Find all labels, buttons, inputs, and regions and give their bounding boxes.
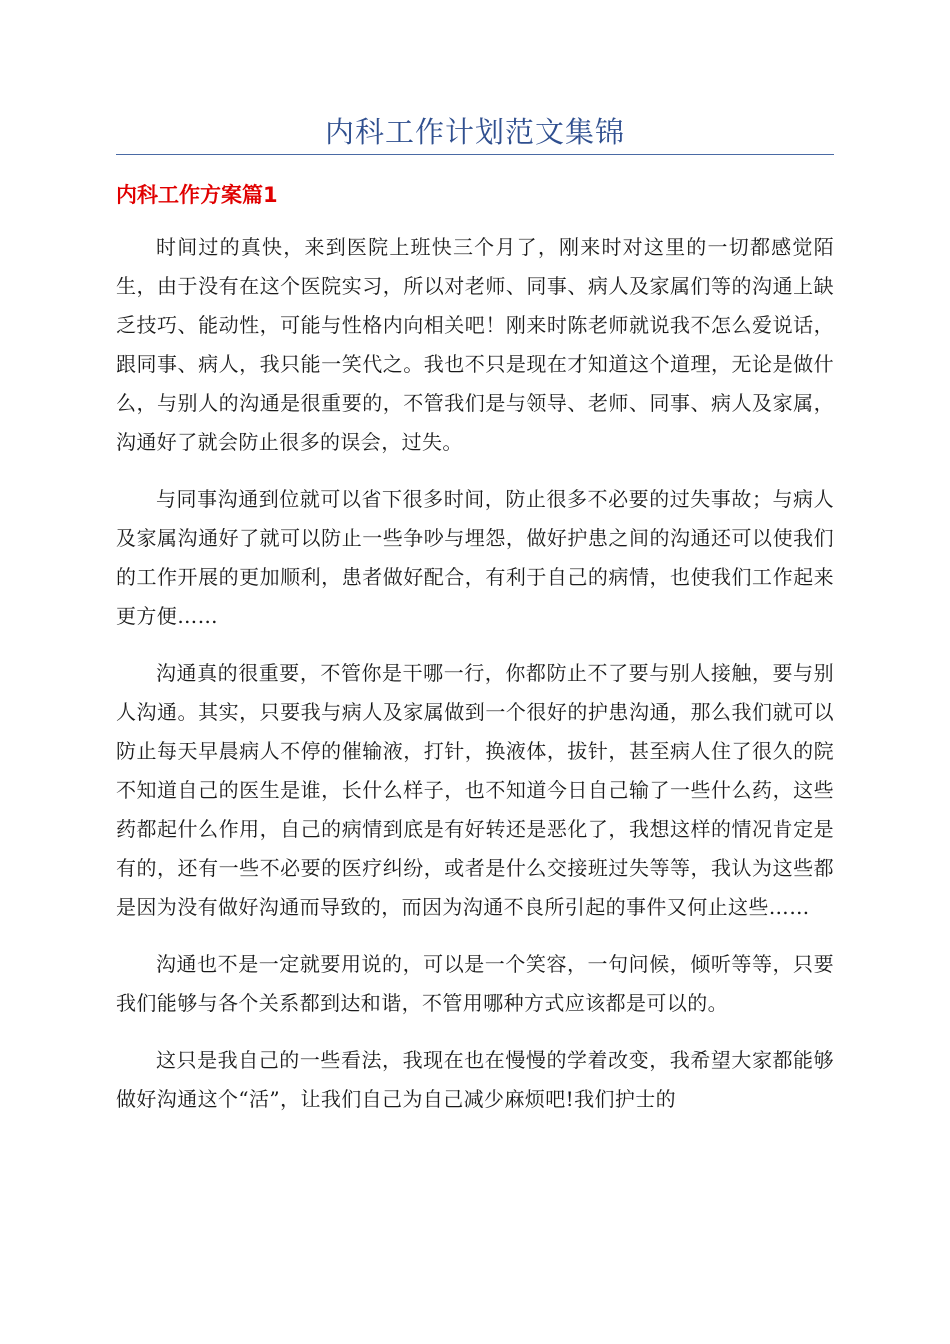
section-heading: 内科工作方案篇1 — [116, 183, 278, 207]
document-title: 内科工作计划范文集锦 — [324, 115, 625, 149]
paragraph-2: 与同事沟通到位就可以省下很多时间，防止很多不必要的过失事故；与病人及家属沟通好了就可以防止一些争吵与埋怨，做好护患之间的沟通还可以使我们的工作开展的更加顺利，患者做好配合，有利于自己的病情，也使我们工作起来更方便…… — [116, 487, 834, 628]
title-underline — [116, 154, 834, 155]
paragraph-4: 沟通也不是一定就要用说的，可以是一个笑容，一句问候，倾听等等，只要我们能够与各个关系都到达和谐，不管用哪种方式应该都是可以的。 — [116, 952, 834, 1015]
body-text — [116, 228, 834, 1137]
paragraph-5: 这只是我自己的一些看法，我现在也在慢慢的学着改变，我希望大家都能够做好沟通这个“活”，让我们自己为自己减少麻烦吧!我们护士的 — [116, 1048, 834, 1111]
paragraph-3: 沟通真的很重要，不管你是干哪一行，你都防止不了要与别人接触，要与别人沟通。其实，只要我与病人及家属做到一个很好的护患沟通，那么我们就可以防止每天早晨病人不停的催输液，打针，换液体，拔针，甚至病人住了很久的院不知道自己的医生是谁，长什么样子，也不知道今日自己输了一些什么药，这些药都起什么作用，自己的病情到底是有好转还是恶化了，我想这样的情况肯定是有的，还有一些不必要的医疗纠纷，或者是什么交接班过失等等，我认为这些都是因为没有做好沟通而导致的，而因为沟通不良所引起的事件又何止这些…… — [116, 661, 834, 919]
paragraph-1: 时间过的真快，来到医院上班快三个月了，刚来时对这里的一切都感觉陌生，由于没有在这个医院实习，所以对老师、同事、病人及家属们等的沟通上缺乏技巧、能动性，可能与性格内向相关吧！刚来时陈老师就说我不怎么爱说话，跟同事、病人，我只能一笑代之。我也不只是现在才知道这个道理，无论是做什么，与别人的沟通是很重要的，不管我们是与领导、老师、同事、病人及家属，沟通好了就会防止很多的误会，过失。 — [116, 235, 834, 454]
